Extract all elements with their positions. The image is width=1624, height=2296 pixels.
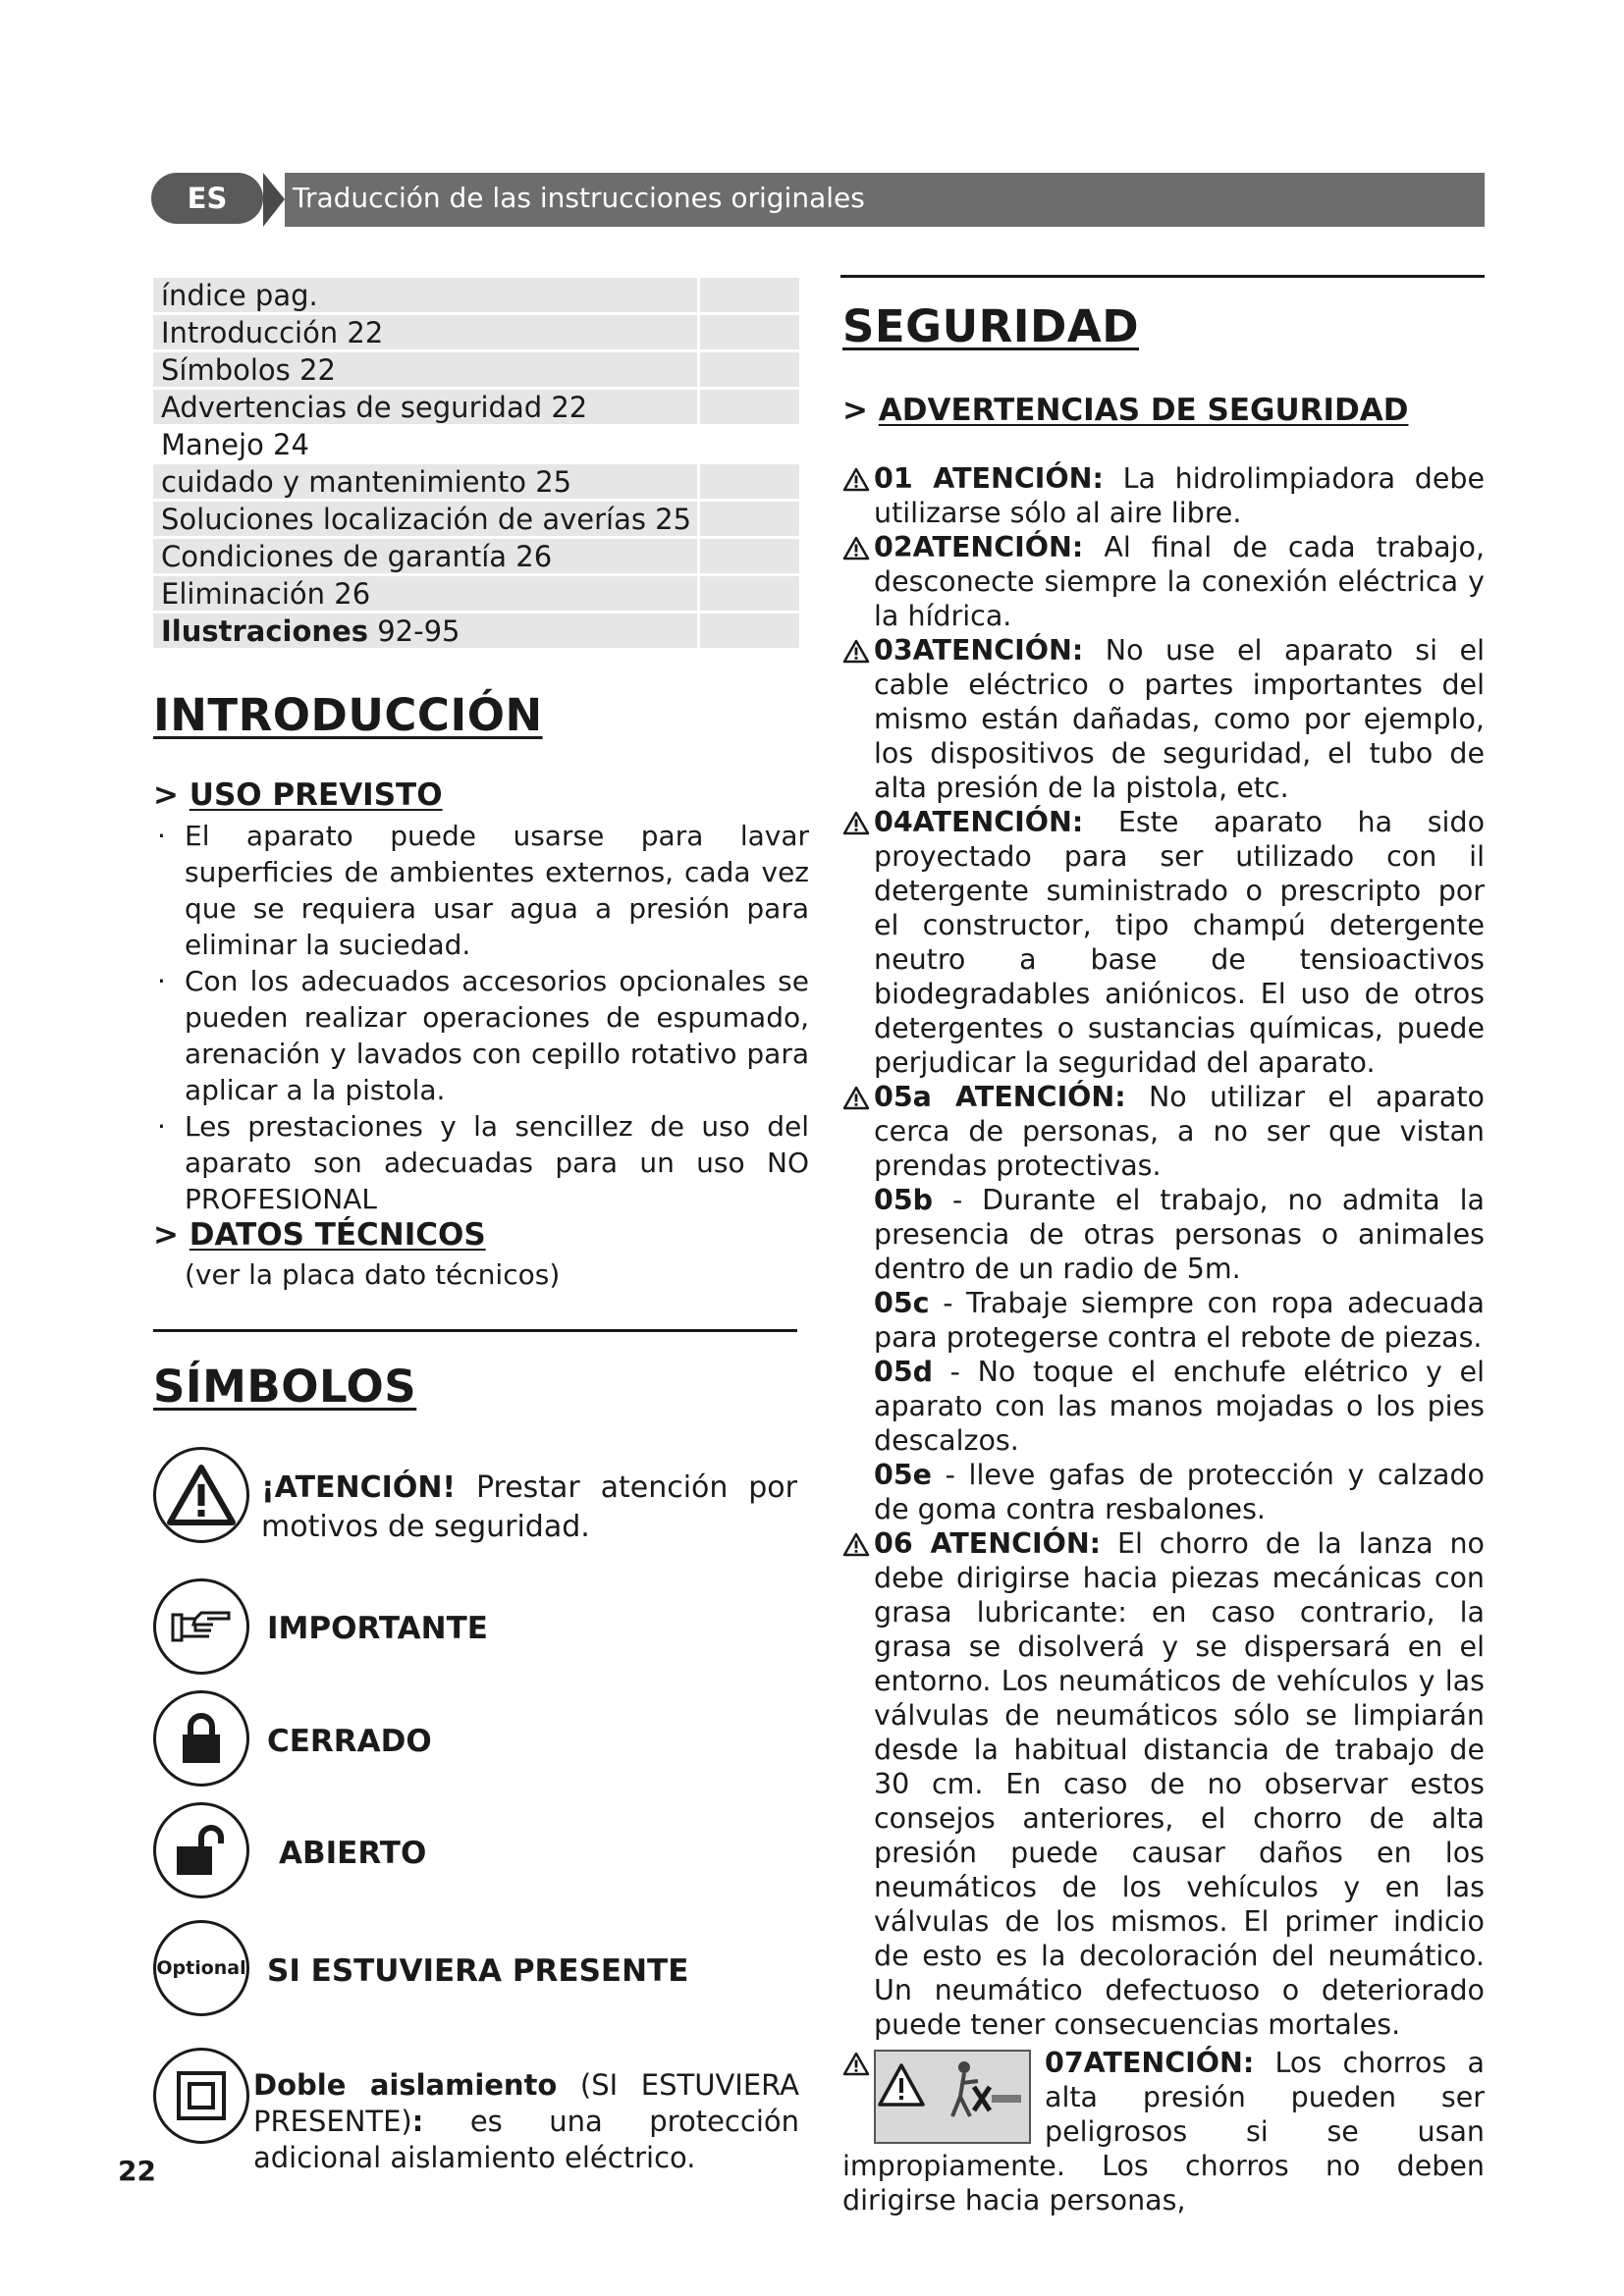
table-row bbox=[153, 390, 799, 424]
safety-warnings bbox=[842, 461, 1485, 2217]
uso-previsto-list bbox=[153, 818, 809, 1217]
index-page-cell bbox=[697, 352, 799, 387]
language-badge: ES bbox=[151, 173, 263, 224]
warning-triangle-icon bbox=[842, 1532, 870, 1557]
open-label: ABIERTO bbox=[279, 1836, 427, 1871]
index-entry: Condiciones de garantía 26 bbox=[153, 539, 697, 573]
index-entry: Introducción 22 bbox=[153, 315, 697, 349]
pointing-hand-icon bbox=[170, 1607, 233, 1646]
header-title: Traducción de las instrucciones originales bbox=[293, 182, 865, 214]
index-entry: Soluciones localización de averías 25 bbox=[153, 502, 697, 536]
attention-symbol bbox=[153, 1447, 249, 1543]
double-insulation-symbol bbox=[153, 2048, 249, 2144]
warning-triangle-icon bbox=[842, 639, 870, 664]
table-row bbox=[153, 614, 799, 648]
table-row bbox=[153, 427, 799, 461]
closed-symbol bbox=[153, 1690, 249, 1787]
warning-triangle-icon bbox=[842, 2052, 870, 2076]
page-number: 22 bbox=[118, 2155, 156, 2187]
safety-warnings-heading: > ADVERTENCIAS DE SEGURIDAD bbox=[842, 393, 1409, 428]
optional-label: SI ESTUVIERA PRESENTE bbox=[267, 1953, 689, 1989]
index-page-cell bbox=[697, 502, 799, 536]
optional-symbol bbox=[153, 1920, 249, 2016]
spray-person-warning-icon bbox=[876, 2052, 1029, 2142]
index-page-cell bbox=[697, 315, 799, 349]
index-entry: índice pag. bbox=[153, 278, 697, 312]
index-page-cell bbox=[697, 614, 799, 648]
table-row bbox=[153, 502, 799, 536]
table-row bbox=[153, 576, 799, 611]
symbols-title: SÍMBOLOS bbox=[153, 1361, 417, 1413]
list-item: · El aparato puede usarse para lavar superficies de ambientes externos, cada vez que se requiera usar agua a presión para eliminar la suciedad. bbox=[157, 820, 809, 961]
divider bbox=[153, 1329, 797, 1332]
lock-closed-icon bbox=[180, 1712, 223, 1765]
datos-tecnicos-note: (ver la placa dato técnicos) bbox=[185, 1258, 561, 1291]
index-entry: cuidado y mantenimiento 25 bbox=[153, 464, 697, 499]
lock-open-icon bbox=[174, 1824, 229, 1877]
closed-label: CERRADO bbox=[267, 1724, 432, 1759]
important-symbol bbox=[153, 1578, 249, 1675]
important-label: IMPORTANTE bbox=[267, 1611, 488, 1646]
index-page-cell bbox=[697, 576, 799, 611]
index-table bbox=[153, 275, 799, 651]
warning-06: 06 ATENCIÓN: El chorro de la lanza no debe dirigirse hacia piezas mecánicas con grasa lubricante: en caso contrario, la grasa se disolverá y se dispersará en el entorno. Los neumáticos de vehículos y las válvulas de neumáticos sólo se limpiarán desde la habitual distancia de trabajo de 30 cm. En caso de no observar estos consejos anteriores, el chorro de alta presión puede causar daños en los neumáticos de los vehículos y en las válvulas de los mismos. El primer indicio de esto es la decoloración del neumático. Un neumático defectuoso o deteriorado puede tener consecuencias mortales. bbox=[842, 1526, 1485, 2042]
index-page-cell bbox=[697, 427, 799, 461]
table-row bbox=[153, 539, 799, 573]
warning-05b: 05b - Durante el trabajo, no admita la presencia de otras personas o animales dentro de un radio de 5m. bbox=[874, 1184, 1485, 1285]
warning-04: 04ATENCIÓN: Este aparato ha sido proyectado para ser utilizado con il detergente suministrado o prescripto por el constructor, tipo champú detergente neutro a base de tensioactivos biodegradables aniónicos. El uso de otros detergentes o sustancias químicas, puede perjudicar la seguridad del aparato. bbox=[842, 805, 1485, 1080]
warning-triangle-icon bbox=[167, 1465, 236, 1525]
index-entry: Símbolos 22 bbox=[153, 352, 697, 387]
list-item: · Con los adecuados accesorios opcionales se pueden realizar operaciones de espumado, arenación y lavados con cepillo rotativo para aplicar a la pistola. bbox=[157, 965, 809, 1106]
index-page-cell bbox=[697, 464, 799, 499]
datos-tecnicos-heading: > DATOS TÉCNICOS bbox=[153, 1217, 486, 1253]
index-entry: Ilustraciones 92-95 bbox=[153, 614, 697, 648]
warning-03: 03ATENCIÓN: No use el aparato si el cable eléctrico o partes importantes del mismo están dañadas, como por ejemplo, los dispositivos de seguridad, el tubo de alta presión de la pistola, etc. bbox=[842, 633, 1485, 805]
list-item: · Les prestaciones y la sencillez de uso del aparato son adecuadas para un uso NO PROFESIONAL bbox=[157, 1110, 809, 1215]
warning-triangle-icon bbox=[842, 811, 870, 835]
index-page-cell bbox=[697, 539, 799, 573]
optional-icon: Optional bbox=[156, 1957, 246, 1979]
safety-title: SEGURIDAD bbox=[842, 300, 1140, 352]
uso-previsto-heading: > USO PREVISTO bbox=[153, 777, 443, 813]
warning-01: 01 ATENCIÓN: La hidrolimpiadora debe utilizarse sólo al aire libre. bbox=[842, 461, 1485, 530]
table-row bbox=[153, 464, 799, 499]
warning-05c: 05c - Trabaje siempre con ropa adecuada para protegerse contra el rebote de piezas. bbox=[874, 1287, 1485, 1354]
double-insulation-text: Doble aislamiento (SI ESTUVIERA PRESENTE): es una protección adicional aislamiento eléctrico. bbox=[253, 2068, 799, 2174]
header-chevron bbox=[263, 173, 285, 227]
table-row bbox=[153, 278, 799, 312]
table-row bbox=[153, 315, 799, 349]
index-page-cell bbox=[697, 278, 799, 312]
table-row bbox=[153, 352, 799, 387]
warning-triangle-icon bbox=[842, 536, 870, 561]
warning-triangle-icon bbox=[842, 1086, 870, 1110]
warning-07: 07ATENCIÓN: Los chorros a alta presión pueden ser peligrosos si se usan impropiamente. Los chorros no deben dirigirse hacia personas, bbox=[842, 2047, 1485, 2216]
attention-text: ¡ATENCIÓN! Prestar atención por motivos de seguridad. bbox=[261, 1470, 797, 1544]
index-entry: Eliminación 26 bbox=[153, 576, 697, 611]
warning-05a: 05a ATENCIÓN: No utilizar el aparato cerca de personas, a no ser que vistan prendas protectivas. bbox=[842, 1080, 1485, 1183]
warning-05e: 05e - lleve gafas de protección y calzado de goma contra resbalones. bbox=[874, 1459, 1485, 1525]
warning-triangle-icon bbox=[842, 467, 870, 492]
warning-02: 02ATENCIÓN: Al final de cada trabajo, desconecte siempre la conexión eléctrica y la hídrica. bbox=[842, 530, 1485, 633]
index-entry: Manejo 24 bbox=[153, 427, 697, 461]
index-entry: Advertencias de seguridad 22 bbox=[153, 390, 697, 424]
no-spray-at-people-pictogram bbox=[874, 2050, 1031, 2144]
divider bbox=[840, 275, 1485, 278]
double-square-icon bbox=[176, 2070, 227, 2121]
open-symbol bbox=[153, 1802, 249, 1898]
index-page-cell bbox=[697, 390, 799, 424]
intro-title: INTRODUCCIÓN bbox=[153, 689, 543, 741]
warning-05d: 05d - No toque el enchufe elétrico y el aparato con las manos mojadas o los pies descalzos. bbox=[874, 1356, 1485, 1457]
